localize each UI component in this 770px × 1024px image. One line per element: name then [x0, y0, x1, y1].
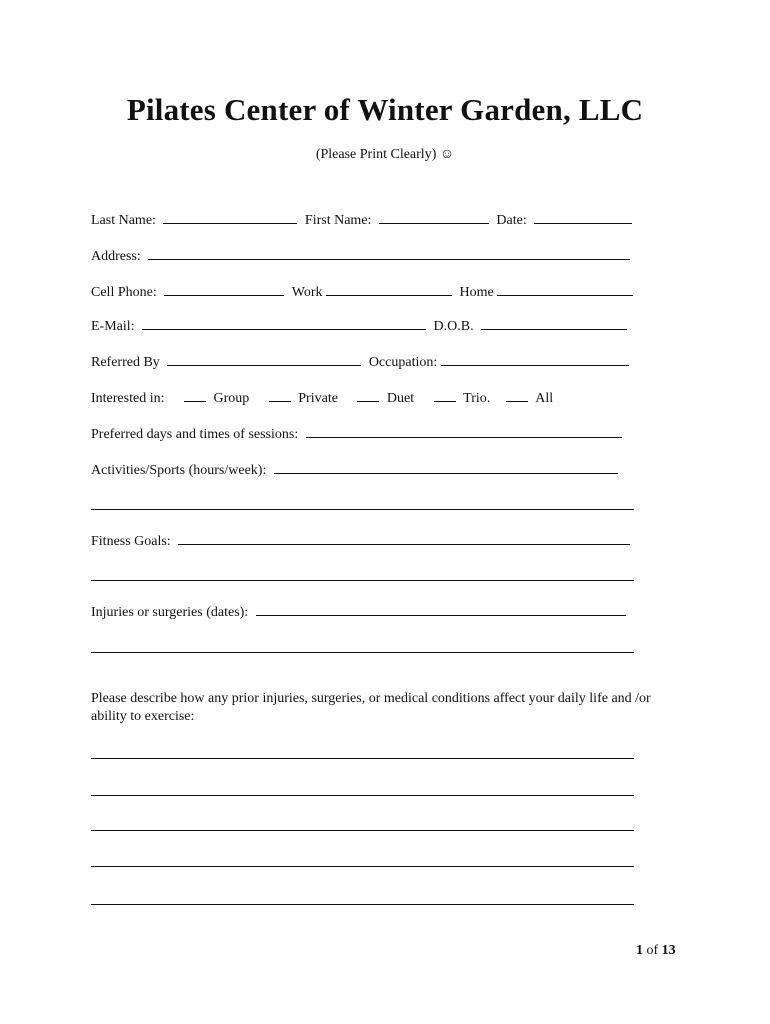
name-date-row — [91, 210, 634, 228]
answer-line-3[interactable] — [91, 830, 634, 831]
duet-checkbox[interactable] — [357, 388, 379, 402]
trio-option: Trio. — [463, 391, 491, 406]
fitness-line-2[interactable] — [91, 580, 634, 581]
referral-row — [91, 352, 634, 370]
first-name-field[interactable] — [379, 210, 489, 224]
date-label: Date: — [496, 213, 527, 228]
answer-line-4[interactable] — [91, 866, 634, 867]
activities-row — [91, 460, 634, 478]
interested-in-label: Interested in: — [91, 391, 165, 406]
group-checkbox[interactable] — [184, 388, 206, 402]
address-row — [91, 246, 634, 264]
phone-row — [91, 282, 634, 300]
fitness-row — [91, 531, 634, 549]
injuries-label: Injuries or surgeries (dates): — [91, 605, 249, 620]
injuries-line-2[interactable] — [91, 652, 634, 653]
private-checkbox[interactable] — [269, 388, 291, 402]
address-field[interactable] — [148, 246, 630, 260]
answer-line-5[interactable] — [91, 904, 634, 905]
trio-checkbox[interactable] — [434, 388, 456, 402]
injuries-field[interactable] — [256, 602, 626, 616]
page-current: 1 — [636, 943, 643, 958]
home-phone-field[interactable] — [497, 282, 633, 296]
private-option: Private — [298, 391, 338, 406]
cell-phone-field[interactable] — [164, 282, 284, 296]
email-row — [91, 316, 634, 334]
activities-line-2[interactable] — [91, 509, 634, 510]
preferred-field[interactable] — [306, 424, 622, 438]
duet-option: Duet — [386, 391, 415, 406]
dob-label: D.O.B. — [433, 319, 474, 334]
interest-row — [91, 388, 634, 406]
fitness-goals-label: Fitness Goals: — [91, 534, 171, 549]
cell-phone-label: Cell Phone: — [91, 285, 157, 300]
email-field[interactable] — [142, 316, 426, 330]
date-field[interactable] — [534, 210, 632, 224]
last-name-label: Last Name: — [91, 213, 156, 228]
group-option: Group — [213, 391, 250, 406]
work-label: Work — [291, 285, 323, 300]
occupation-field[interactable] — [441, 352, 629, 366]
last-name-field[interactable] — [163, 210, 297, 224]
preferred-label: Preferred days and times of sessions: — [91, 427, 299, 442]
referred-by-label: Referred By — [91, 355, 160, 370]
home-label: Home — [459, 285, 494, 300]
medical-conditions-prompt: Please describe how any prior injuries, surgeries, or medical conditions affect your daily life and /or ability to exercise: — [91, 691, 651, 724]
referred-by-field[interactable] — [167, 352, 361, 366]
dob-field[interactable] — [481, 316, 627, 330]
answer-line-1[interactable] — [91, 758, 634, 759]
work-phone-field[interactable] — [326, 282, 452, 296]
activities-label: Activities/Sports (hours/week): — [91, 463, 267, 478]
answer-line-2[interactable] — [91, 795, 634, 796]
activities-field[interactable] — [274, 460, 618, 474]
page-total: 13 — [661, 943, 676, 958]
all-checkbox[interactable] — [506, 388, 528, 402]
injuries-row — [91, 602, 634, 620]
address-label: Address: — [91, 249, 141, 264]
first-name-label: First Name: — [304, 213, 372, 228]
all-option: All — [535, 391, 554, 406]
occupation-label: Occupation: — [368, 355, 438, 370]
email-label: E-Mail: — [91, 319, 135, 334]
preferred-row — [91, 424, 634, 442]
page-title: Pilates Center of Winter Garden, LLC — [126, 92, 644, 127]
page-of: of — [646, 943, 659, 958]
page-number — [636, 943, 676, 959]
fitness-goals-field[interactable] — [178, 531, 630, 545]
subtitle: (Please Print Clearly) ☺ — [315, 147, 455, 162]
